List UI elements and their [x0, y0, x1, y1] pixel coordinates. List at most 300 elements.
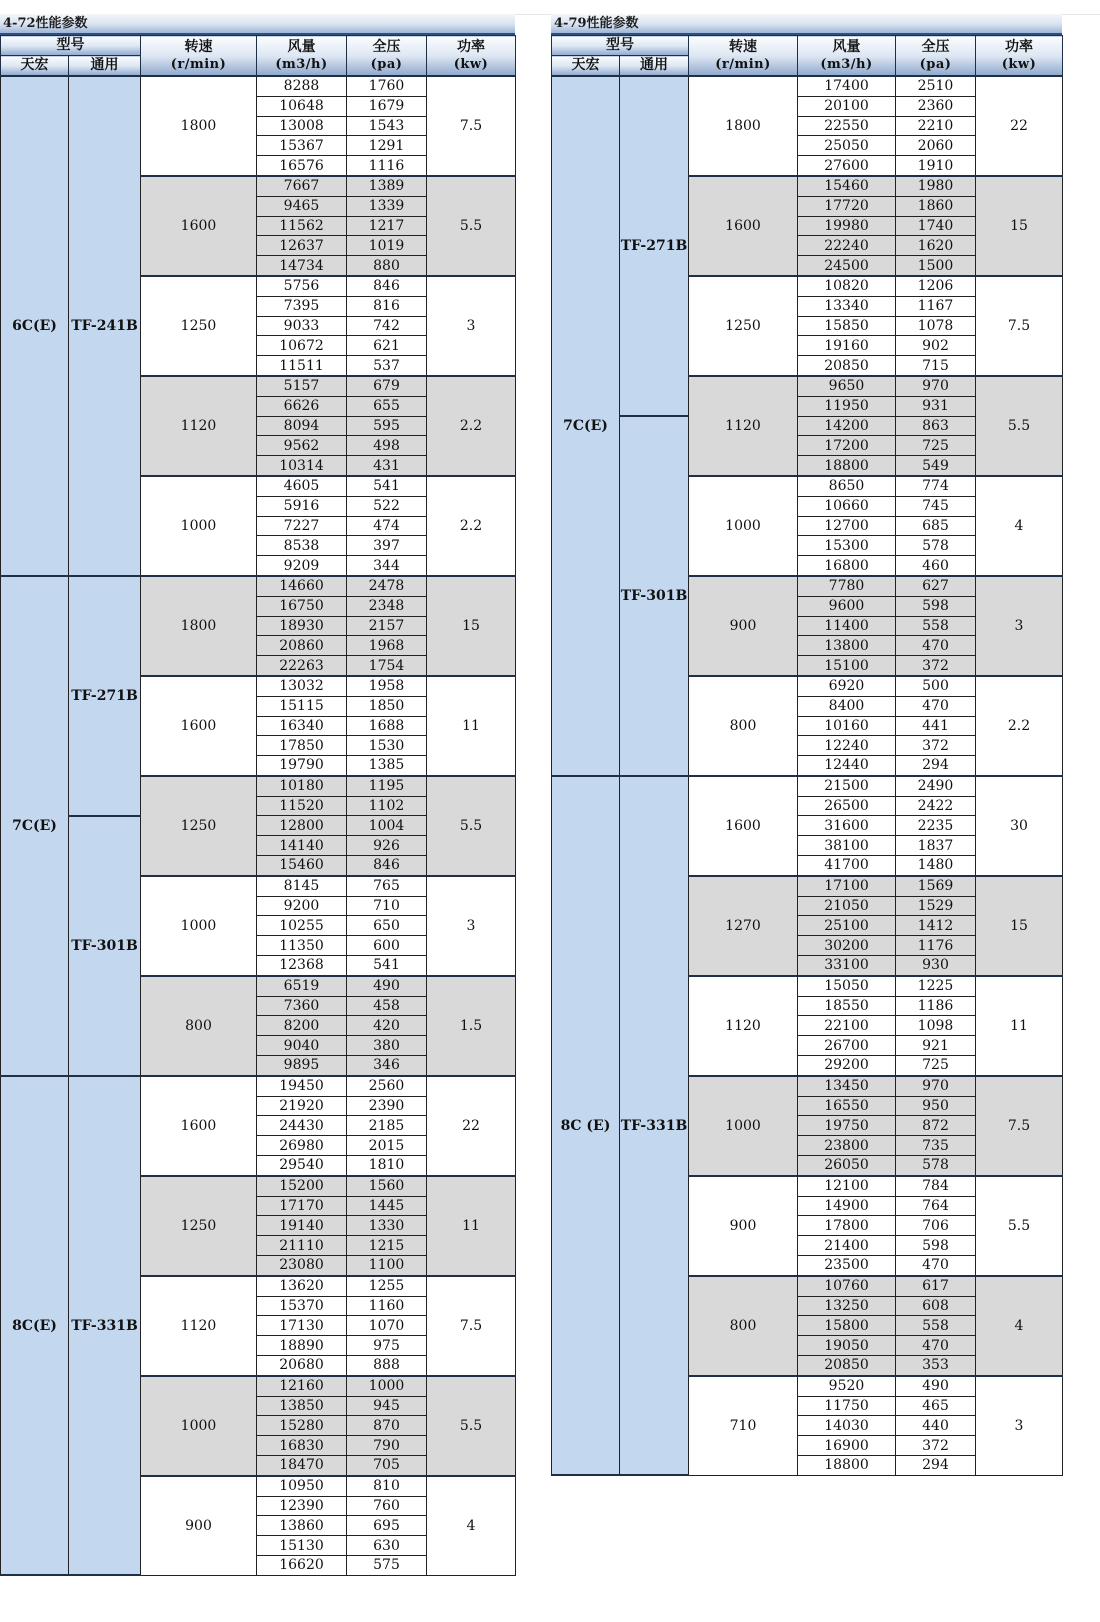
airflow-cell: 12637 [257, 236, 347, 256]
airflow-cell: 16620 [257, 1555, 347, 1575]
airflow-cell: 26050 [798, 1156, 896, 1176]
model-tongyong: TF-301B [620, 416, 689, 776]
pressure-cell: 870 [347, 1416, 427, 1436]
pressure-cell: 931 [896, 396, 976, 416]
speed-cell: 900 [689, 1176, 798, 1276]
pressure-cell: 1530 [347, 736, 427, 756]
pressure-cell: 598 [896, 1236, 976, 1256]
airflow-cell: 10820 [798, 276, 896, 296]
airflow-cell: 23800 [798, 1136, 896, 1156]
power-cell: 5.5 [976, 1176, 1063, 1276]
pressure-cell: 380 [347, 1036, 427, 1056]
pressure-cell: 1098 [896, 1016, 976, 1036]
airflow-cell: 9465 [257, 196, 347, 216]
airflow-cell: 11562 [257, 216, 347, 236]
table-header [1, 36, 516, 77]
airflow-cell: 10760 [798, 1276, 896, 1296]
power-cell: 7.5 [427, 1276, 516, 1376]
airflow-cell: 22263 [257, 656, 347, 676]
airflow-cell: 30200 [798, 936, 896, 956]
model-tongyong: TF-331B [620, 776, 689, 1475]
pressure-cell: 522 [347, 496, 427, 516]
airflow-cell: 17850 [257, 736, 347, 756]
pressure-cell: 679 [347, 376, 427, 396]
pressure-cell: 880 [347, 256, 427, 276]
header-tianhong: 天宏 [552, 56, 620, 77]
pressure-cell: 460 [896, 556, 976, 576]
airflow-cell: 15115 [257, 696, 347, 716]
header-pressure-unit: (pa) [919, 56, 952, 72]
airflow-cell: 18470 [257, 1455, 347, 1475]
header-tianhong: 天宏 [1, 56, 69, 77]
model-tianhong: 7C(E) [552, 76, 620, 776]
airflow-cell: 18550 [798, 996, 896, 1016]
pressure-cell: 710 [347, 896, 427, 916]
table-header [552, 36, 1063, 77]
pressure-cell: 440 [896, 1416, 976, 1436]
model-tianhong: 6C(E) [1, 76, 69, 576]
speed-cell: 900 [689, 576, 798, 676]
airflow-cell: 19450 [257, 1076, 347, 1096]
model-tongyong: TF-271B [69, 576, 141, 816]
airflow-cell: 14030 [798, 1416, 896, 1436]
pressure-cell: 2185 [347, 1116, 427, 1136]
power-cell: 3 [427, 276, 516, 376]
airflow-cell: 13450 [798, 1076, 896, 1096]
pressure-cell: 420 [347, 1016, 427, 1036]
pressure-cell: 745 [896, 496, 976, 516]
pressure-cell: 1389 [347, 176, 427, 196]
airflow-cell: 26700 [798, 1036, 896, 1056]
airflow-cell: 20100 [798, 96, 896, 116]
pressure-cell: 2157 [347, 616, 427, 636]
pressure-cell: 541 [347, 956, 427, 976]
pressure-cell: 921 [896, 1036, 976, 1056]
pressure-cell: 2422 [896, 796, 976, 816]
airflow-cell: 18930 [257, 616, 347, 636]
header-speed [141, 36, 257, 77]
pressure-cell: 1740 [896, 216, 976, 236]
airflow-cell: 17720 [798, 196, 896, 216]
pressure-cell: 1569 [896, 876, 976, 896]
pressure-cell: 765 [347, 876, 427, 896]
power-cell: 5.5 [427, 776, 516, 876]
pressure-cell: 598 [896, 596, 976, 616]
power-cell: 3 [427, 876, 516, 976]
speed-cell: 1000 [689, 476, 798, 576]
airflow-cell: 21400 [798, 1236, 896, 1256]
airflow-cell: 24430 [257, 1116, 347, 1136]
pressure-cell: 970 [896, 376, 976, 396]
airflow-cell: 25050 [798, 136, 896, 156]
airflow-cell: 17130 [257, 1316, 347, 1336]
header-model: 型号 [552, 36, 689, 56]
airflow-cell: 21050 [798, 896, 896, 916]
pressure-cell: 872 [896, 1116, 976, 1136]
pressure-cell: 1810 [347, 1156, 427, 1176]
pressure-cell: 926 [347, 836, 427, 856]
airflow-cell: 12240 [798, 736, 896, 756]
pressure-cell: 2478 [347, 576, 427, 596]
pressure-cell: 863 [896, 416, 976, 436]
power-cell: 11 [976, 976, 1063, 1076]
table-title: 4-72性能参数 [0, 14, 515, 35]
airflow-cell: 12390 [257, 1496, 347, 1516]
pressure-cell: 578 [896, 536, 976, 556]
pressure-cell: 541 [347, 476, 427, 496]
airflow-cell: 29540 [257, 1156, 347, 1176]
pressure-cell: 705 [347, 1455, 427, 1475]
speed-cell: 1250 [689, 276, 798, 376]
table-row [1, 576, 516, 596]
airflow-cell: 6920 [798, 676, 896, 696]
power-cell: 7.5 [427, 76, 516, 176]
pressure-cell: 294 [896, 1455, 976, 1475]
airflow-cell: 11511 [257, 356, 347, 376]
airflow-cell: 19980 [798, 216, 896, 236]
pressure-cell: 1160 [347, 1296, 427, 1316]
airflow-cell: 8288 [257, 76, 347, 96]
pressure-cell: 397 [347, 536, 427, 556]
pressure-cell: 470 [896, 696, 976, 716]
airflow-cell: 9895 [257, 1056, 347, 1076]
pressure-cell: 2235 [896, 816, 976, 836]
header-airflow [798, 36, 896, 77]
pressure-cell: 1480 [896, 856, 976, 876]
airflow-cell: 21500 [798, 776, 896, 796]
pressure-cell: 1620 [896, 236, 976, 256]
airflow-cell: 13800 [798, 636, 896, 656]
airflow-cell: 10160 [798, 716, 896, 736]
airflow-cell: 19790 [257, 756, 347, 776]
spreadsheet-gridline-strip [0, 0, 1100, 15]
power-cell: 3 [976, 576, 1063, 676]
speed-cell: 1600 [689, 776, 798, 876]
airflow-cell: 23080 [257, 1256, 347, 1276]
airflow-cell: 26980 [257, 1136, 347, 1156]
airflow-cell: 16576 [257, 156, 347, 176]
model-tongyong: TF-241B [69, 76, 141, 576]
airflow-cell: 24500 [798, 256, 896, 276]
power-cell: 1.5 [427, 976, 516, 1076]
pressure-cell: 558 [896, 1316, 976, 1336]
table-title: 4-79性能参数 [551, 14, 1062, 35]
airflow-cell: 16900 [798, 1436, 896, 1456]
airflow-cell: 6626 [257, 396, 347, 416]
airflow-cell: 15280 [257, 1416, 347, 1436]
pressure-cell: 490 [347, 976, 427, 996]
pressure-cell: 725 [896, 1056, 976, 1076]
pressure-cell: 725 [896, 436, 976, 456]
power-cell: 15 [976, 176, 1063, 276]
power-cell: 3 [976, 1376, 1063, 1475]
pressure-cell: 764 [896, 1196, 976, 1216]
pressure-cell: 774 [896, 476, 976, 496]
airflow-cell: 20680 [257, 1356, 347, 1376]
speed-cell: 1120 [689, 976, 798, 1076]
airflow-cell: 13850 [257, 1396, 347, 1416]
airflow-cell: 13008 [257, 116, 347, 136]
pressure-cell: 1215 [347, 1236, 427, 1256]
speed-cell: 1600 [141, 176, 257, 276]
speed-cell: 800 [689, 1276, 798, 1376]
pressure-cell: 458 [347, 996, 427, 1016]
airflow-cell: 10672 [257, 336, 347, 356]
airflow-cell: 5916 [257, 496, 347, 516]
header-pressure-label: 全压 [372, 38, 401, 55]
airflow-cell: 15370 [257, 1296, 347, 1316]
airflow-cell: 8094 [257, 416, 347, 436]
pressure-cell: 950 [896, 1096, 976, 1116]
header-pressure-unit: (pa) [370, 56, 403, 72]
pressure-cell: 1760 [347, 76, 427, 96]
airflow-cell: 11520 [257, 796, 347, 816]
pressure-cell: 735 [896, 1136, 976, 1156]
pressure-cell: 344 [347, 556, 427, 576]
airflow-cell: 16750 [257, 596, 347, 616]
power-cell: 4 [976, 476, 1063, 576]
power-cell: 30 [976, 776, 1063, 876]
speed-cell: 800 [141, 976, 257, 1076]
pressure-cell: 490 [896, 1376, 976, 1396]
power-cell: 2.2 [976, 676, 1063, 776]
pressure-cell: 498 [347, 436, 427, 456]
header-pressure [347, 36, 427, 77]
airflow-cell: 21920 [257, 1096, 347, 1116]
airflow-cell: 9040 [257, 1036, 347, 1056]
speed-cell: 1000 [689, 1076, 798, 1176]
pressure-cell: 715 [896, 356, 976, 376]
speed-cell: 1120 [141, 1276, 257, 1376]
pressure-cell: 1958 [347, 676, 427, 696]
airflow-cell: 26500 [798, 796, 896, 816]
pressure-cell: 760 [347, 1496, 427, 1516]
airflow-cell: 13620 [257, 1276, 347, 1296]
pressure-cell: 630 [347, 1536, 427, 1556]
airflow-cell: 19160 [798, 336, 896, 356]
airflow-cell: 29200 [798, 1056, 896, 1076]
pressure-cell: 1206 [896, 276, 976, 296]
airflow-cell: 15800 [798, 1316, 896, 1336]
airflow-cell: 10648 [257, 96, 347, 116]
header-airflow-label: 风量 [287, 38, 316, 55]
pressure-cell: 742 [347, 316, 427, 336]
pressure-cell: 470 [896, 1256, 976, 1276]
speed-cell: 1800 [141, 576, 257, 676]
pressure-cell: 372 [896, 1436, 976, 1456]
pressure-cell: 346 [347, 1056, 427, 1076]
airflow-cell: 15460 [798, 176, 896, 196]
header-speed-label: 转速 [729, 38, 757, 55]
pressure-cell: 1860 [896, 196, 976, 216]
pressure-cell: 695 [347, 1516, 427, 1536]
pressure-cell: 294 [896, 756, 976, 776]
header-power [427, 36, 516, 77]
header-speed-unit: (r/min) [715, 56, 771, 72]
pressure-cell: 2210 [896, 116, 976, 136]
pressure-cell: 1070 [347, 1316, 427, 1336]
table-row [552, 776, 1063, 796]
pressure-cell: 353 [896, 1356, 976, 1376]
airflow-cell: 16340 [257, 716, 347, 736]
pressure-cell: 474 [347, 516, 427, 536]
airflow-cell: 12160 [257, 1376, 347, 1396]
pressure-cell: 549 [896, 456, 976, 476]
pressure-cell: 1102 [347, 796, 427, 816]
airflow-cell: 12100 [798, 1176, 896, 1196]
pressure-cell: 902 [896, 336, 976, 356]
header-tongyong: 通用 [620, 56, 689, 77]
power-cell: 4 [427, 1476, 516, 1575]
pressure-cell: 1688 [347, 716, 427, 736]
pressure-cell: 1980 [896, 176, 976, 196]
pressure-cell: 1078 [896, 316, 976, 336]
table-row [1, 76, 516, 96]
airflow-cell: 12700 [798, 516, 896, 536]
pressure-cell: 1837 [896, 836, 976, 856]
model-tianhong: 7C(E) [1, 576, 69, 1076]
airflow-cell: 9650 [798, 376, 896, 396]
airflow-cell: 15367 [257, 136, 347, 156]
pressure-cell: 685 [896, 516, 976, 536]
speed-cell: 1000 [141, 1376, 257, 1476]
power-cell: 7.5 [976, 1076, 1063, 1176]
airflow-cell: 10314 [257, 456, 347, 476]
airflow-cell: 25100 [798, 916, 896, 936]
airflow-cell: 9033 [257, 316, 347, 336]
airflow-cell: 41700 [798, 856, 896, 876]
airflow-cell: 7667 [257, 176, 347, 196]
pressure-cell: 431 [347, 456, 427, 476]
pressure-cell: 1217 [347, 216, 427, 236]
pressure-cell: 441 [896, 716, 976, 736]
airflow-cell: 7395 [257, 296, 347, 316]
pressure-cell: 537 [347, 356, 427, 376]
power-cell: 5.5 [976, 376, 1063, 476]
airflow-cell: 16550 [798, 1096, 896, 1116]
speed-cell: 710 [689, 1376, 798, 1475]
table-4-72 [0, 14, 515, 1576]
pressure-cell: 558 [896, 616, 976, 636]
model-tianhong: 8C(E) [1, 1076, 69, 1575]
pressure-cell: 2490 [896, 776, 976, 796]
airflow-cell: 17200 [798, 436, 896, 456]
header-speed-label: 转速 [184, 38, 213, 55]
airflow-cell: 10180 [257, 776, 347, 796]
pressure-cell: 1255 [347, 1276, 427, 1296]
pressure-cell: 2360 [896, 96, 976, 116]
pressure-cell: 650 [347, 916, 427, 936]
airflow-cell: 10950 [257, 1476, 347, 1496]
pressure-cell: 470 [896, 1336, 976, 1356]
airflow-cell: 12800 [257, 816, 347, 836]
header-power-unit: (kw) [1001, 56, 1037, 72]
power-cell: 11 [427, 676, 516, 776]
header-speed-unit: (r/min) [170, 56, 227, 72]
pressure-cell: 1186 [896, 996, 976, 1016]
pressure-cell: 655 [347, 396, 427, 416]
airflow-cell: 13340 [798, 296, 896, 316]
pressure-cell: 627 [896, 576, 976, 596]
pressure-cell: 846 [347, 856, 427, 876]
pressure-cell: 1850 [347, 696, 427, 716]
airflow-cell: 15130 [257, 1536, 347, 1556]
pressure-cell: 621 [347, 336, 427, 356]
airflow-cell: 17400 [798, 76, 896, 96]
airflow-cell: 20850 [798, 356, 896, 376]
airflow-cell: 12440 [798, 756, 896, 776]
pressure-cell: 1100 [347, 1256, 427, 1276]
airflow-cell: 11400 [798, 616, 896, 636]
pressure-cell: 372 [896, 656, 976, 676]
pressure-cell: 790 [347, 1436, 427, 1456]
pressure-cell: 1754 [347, 656, 427, 676]
pressure-cell: 1445 [347, 1196, 427, 1216]
pressure-cell: 1910 [896, 156, 976, 176]
airflow-cell: 8650 [798, 476, 896, 496]
speed-cell: 1800 [141, 76, 257, 176]
pressure-cell: 784 [896, 1176, 976, 1196]
speed-cell: 1000 [141, 476, 257, 576]
airflow-cell: 38100 [798, 836, 896, 856]
pressure-cell: 465 [896, 1396, 976, 1416]
airflow-cell: 11350 [257, 936, 347, 956]
performance-table [0, 35, 516, 1576]
airflow-cell: 14734 [257, 256, 347, 276]
power-cell: 4 [976, 1276, 1063, 1376]
pressure-cell: 1560 [347, 1176, 427, 1196]
airflow-cell: 9209 [257, 556, 347, 576]
airflow-cell: 15200 [257, 1176, 347, 1196]
pressure-cell: 888 [347, 1356, 427, 1376]
header-speed [689, 36, 798, 77]
table-4-79 [551, 14, 1062, 1476]
airflow-cell: 4605 [257, 476, 347, 496]
power-cell: 5.5 [427, 1376, 516, 1476]
pressure-cell: 500 [896, 676, 976, 696]
airflow-cell: 21110 [257, 1236, 347, 1256]
pressure-cell: 810 [347, 1476, 427, 1496]
pressure-cell: 470 [896, 636, 976, 656]
pressure-cell: 575 [347, 1555, 427, 1575]
speed-cell: 1600 [141, 1076, 257, 1176]
pressure-cell: 816 [347, 296, 427, 316]
pressure-cell: 846 [347, 276, 427, 296]
power-cell: 2.2 [427, 376, 516, 476]
airflow-cell: 33100 [798, 956, 896, 976]
header-airflow-unit: (m3/h) [275, 56, 328, 72]
pressure-cell: 1000 [347, 1376, 427, 1396]
airflow-cell: 22240 [798, 236, 896, 256]
airflow-cell: 5756 [257, 276, 347, 296]
speed-cell: 1250 [141, 276, 257, 376]
power-cell: 7.5 [976, 276, 1063, 376]
model-tongyong: TF-301B [69, 816, 141, 1076]
airflow-cell: 19140 [257, 1216, 347, 1236]
pressure-cell: 1412 [896, 916, 976, 936]
airflow-cell: 14140 [257, 836, 347, 856]
pressure-cell: 1167 [896, 296, 976, 316]
airflow-cell: 18890 [257, 1336, 347, 1356]
airflow-cell: 10660 [798, 496, 896, 516]
header-tongyong: 通用 [69, 56, 141, 77]
airflow-cell: 13032 [257, 676, 347, 696]
airflow-cell: 19750 [798, 1116, 896, 1136]
airflow-cell: 19050 [798, 1336, 896, 1356]
airflow-cell: 7780 [798, 576, 896, 596]
airflow-cell: 15850 [798, 316, 896, 336]
airflow-cell: 10255 [257, 916, 347, 936]
